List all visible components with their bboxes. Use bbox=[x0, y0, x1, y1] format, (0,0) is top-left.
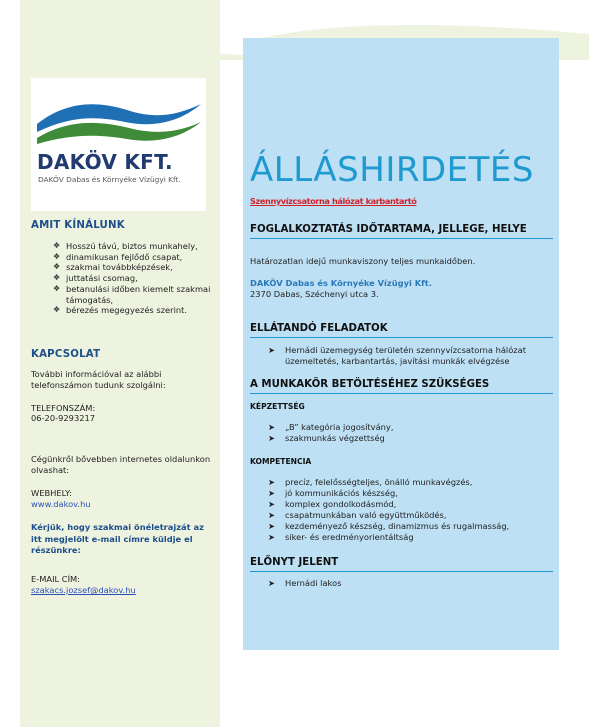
wave-logo-icon bbox=[35, 94, 203, 146]
list-item: ❖ betanulási időben kiemelt szakmai támogatás, bbox=[53, 283, 211, 305]
list-item: ❖ szakmai továbbképzések, bbox=[53, 262, 173, 273]
list-item: ➤ „B” kategória jogosítvány, bbox=[268, 422, 394, 432]
competence-heading: KOMPETENCIA bbox=[250, 457, 312, 466]
advantage-heading: ELŐNYT JELENT bbox=[250, 557, 553, 572]
arrowhead-icon: ➤ bbox=[268, 488, 275, 498]
arrowhead-icon: ➤ bbox=[268, 422, 275, 432]
arrowhead-icon: ➤ bbox=[268, 477, 275, 487]
diamond-cluster-icon: ❖ bbox=[53, 241, 61, 250]
company-logo bbox=[31, 78, 206, 211]
list-item: ➤ csapatmunkában való együttműködés, bbox=[268, 510, 447, 520]
phone-number: 06-20-9293217 bbox=[31, 413, 96, 424]
arrowhead-icon: ➤ bbox=[268, 578, 275, 588]
diamond-cluster-icon: ❖ bbox=[53, 305, 61, 315]
cv-note: Kérjük, hogy szakmai önéletrajzát az itt megjelölt e-mail címre küldje el részünkre: bbox=[31, 522, 204, 555]
employment-heading: FOGLALKOZTATÁS IDŐTARTAMA, JELLEGE, HELYE bbox=[250, 224, 553, 239]
arrowhead-icon: ➤ bbox=[268, 510, 275, 520]
offer-heading: AMIT KÍNÁLUNK bbox=[31, 220, 125, 231]
list-item: ➤ siker- és eredményorientáltság bbox=[268, 532, 414, 542]
list-item: ➤ Hernádi lakos bbox=[268, 578, 342, 588]
list-item: ❖ bérezés megegyezés szerint. bbox=[53, 305, 188, 316]
contact-intro: További információval az alábbi telefonszámon tudunk szolgálni: bbox=[31, 368, 166, 390]
diamond-cluster-icon: ❖ bbox=[53, 262, 61, 272]
arrowhead-icon: ➤ bbox=[268, 345, 275, 355]
email-link[interactable]: szakacs.jozsef@dakov.hu bbox=[31, 584, 136, 595]
list-item: ➤ szakmunkás végzettség bbox=[268, 433, 385, 443]
web-label: WEBHELY: bbox=[31, 487, 72, 498]
email-label: E-MAIL CÍM: bbox=[31, 574, 80, 585]
arrowhead-icon: ➤ bbox=[268, 499, 275, 509]
list-item: ➤ kezdeményező készség, dinamizmus és rugalmasság, bbox=[268, 521, 510, 531]
web-intro: Cégünkről bővebben internetes oldalunkon olvashat: bbox=[31, 454, 211, 475]
diamond-cluster-icon: ❖ bbox=[53, 283, 61, 293]
list-item: ➤ komplex gondolkodásmód, bbox=[268, 499, 397, 509]
job-subtitle: Szennyvízcsatorna hálózat karbantartó bbox=[250, 196, 417, 206]
qualification-heading: KÉPZETTSÉG bbox=[250, 402, 305, 411]
website-link[interactable]: www.dakov.hu bbox=[31, 498, 91, 509]
list-item: ❖ juttatási csomag, bbox=[53, 273, 138, 284]
list-item: ❖ dinamikusan fejlődő csapat, bbox=[53, 251, 183, 262]
arrowhead-icon: ➤ bbox=[268, 521, 275, 531]
arrowhead-icon: ➤ bbox=[268, 532, 275, 542]
list-item: ❖ Hosszú távú, biztos munkahely, bbox=[53, 241, 198, 251]
tasks-list bbox=[268, 345, 553, 367]
employment-text: Határozatlan idejű munkaviszony teljes munkaidőben. bbox=[250, 256, 476, 266]
contact-heading: KAPCSOLAT bbox=[31, 348, 101, 360]
requirements-heading: A MUNKAKÖR BETÖLTÉSÉHEZ SZÜKSÉGES bbox=[250, 379, 553, 394]
page-title: ÁLLÁSHIRDETÉS bbox=[250, 150, 534, 190]
logo-title: DAKÖV KFT. bbox=[37, 150, 173, 174]
competences-list bbox=[268, 477, 553, 543]
phone-label: TELEFONSZÁM: bbox=[31, 402, 96, 413]
company-name: DAKÖV Dabas és Környéke Vízügyi Kft. bbox=[250, 278, 432, 288]
qualifications-list bbox=[268, 422, 553, 444]
list-item: ➤ precíz, felelősségteljes, önálló munkavégzés, bbox=[268, 477, 473, 487]
logo-subtitle: DAKÖV Dabas és Környéke Vízügyi Kft. bbox=[38, 175, 181, 184]
diamond-cluster-icon: ❖ bbox=[53, 273, 61, 283]
left-column bbox=[31, 220, 216, 596]
diamond-cluster-icon: ❖ bbox=[53, 251, 61, 261]
company-address: 2370 Dabas, Széchenyi utca 3. bbox=[250, 289, 379, 299]
list-item: ➤ jó kommunikációs készség, bbox=[268, 488, 398, 498]
arrowhead-icon: ➤ bbox=[268, 433, 275, 443]
tasks-heading: ELLÁTANDÓ FELADATOK bbox=[250, 323, 553, 338]
offer-list bbox=[31, 241, 216, 316]
list-item: ➤ Hernádi üzemegység területén szennyvízcsatorna hálózat üzemeltetés, karbantartás, javítási munkák elvégzése bbox=[268, 345, 527, 366]
advantages-list bbox=[268, 578, 553, 589]
